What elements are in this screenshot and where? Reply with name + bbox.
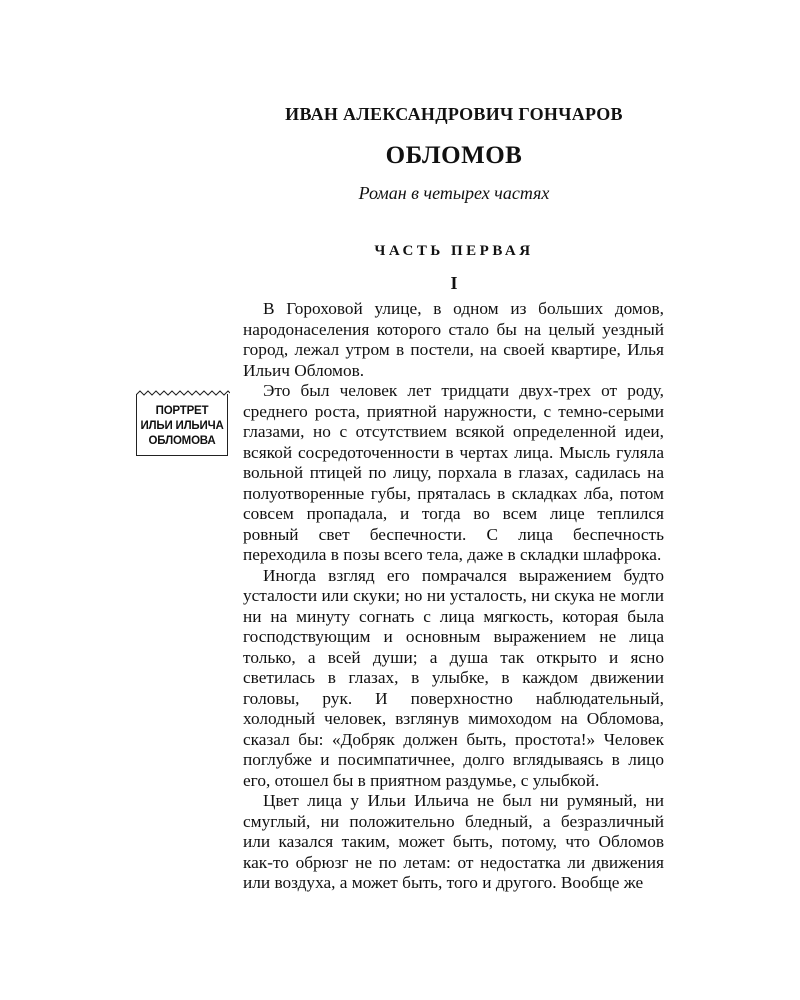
paragraph: В Гороховой улице, в одном из больших домов, народонаселения которого стало бы на целый уездный город, лежал утром в постели, на своей квартире, Илья Ильич Обломов. — [243, 299, 664, 380]
chapter-number: I — [450, 273, 458, 293]
margin-note — [136, 394, 228, 456]
book-title: ОБЛОМОВ — [385, 142, 523, 169]
book-author: ИВАН АЛЕКСАНДРОВИЧ ГОНЧАРОВ — [285, 104, 623, 124]
paragraph: Цвет лица у Ильи Ильича не был ни румяный, ни смуглый, ни положительно бледный, а безразличный или казался таким, может быть, потому, что Обломов как-то обрюзг не по летам: от недостатка ли движения или воздуха, а может быть, того и другого. Вообще же — [243, 791, 664, 892]
paragraph: Это был человек лет тридцати двух-трех от роду, среднего роста, приятной наружности, с темно-серыми глазами, но с отсутствием всякой определенной идеи, всякой сосредоточенности в чертах лица. Мысль гуляла вольной птицей по лицу, порхала в глазах, садилась на полуотворенные губы, пряталась в складках лба, потом совсем пропадала, и тогда во всем лице теплился ровный свет беспечности. С лица беспечность переходила в позы всего тела, даже в складки шлафрока. — [243, 381, 664, 564]
margin-note-zigzag-border — [136, 390, 230, 396]
part-heading: ЧАСТЬ ПЕРВАЯ — [374, 243, 534, 259]
margin-note-line: ОБЛОМОВА — [148, 435, 216, 447]
margin-note-line: ИЛЬИ ИЛЬИЧА — [140, 420, 224, 432]
paragraph: Иногда взгляд его помрачался выражением будто усталости или скуки; но ни усталость, ни скука не могли ни на минуту согнать с лица мягкость, которая была господствующим и основным выражением не лица только, а всей души; а душа так открыто и ясно светилась в глазах, в улыбке, в каждом движении головы, рук. И поверхностно наблюдательный, холодный человек, взглянув мимоходом на Обломова, сказал бы: «Добряк должен быть, простота!» Человек поглубже и посимпатичнее, долго вглядываясь в лицо его, отошел бы в приятном раздумье, с улыбкой. — [243, 565, 664, 790]
book-subtitle: Роман в четырех частях — [358, 183, 550, 203]
body-text — [243, 299, 664, 894]
margin-note-line: ПОРТРЕТ — [155, 405, 209, 417]
